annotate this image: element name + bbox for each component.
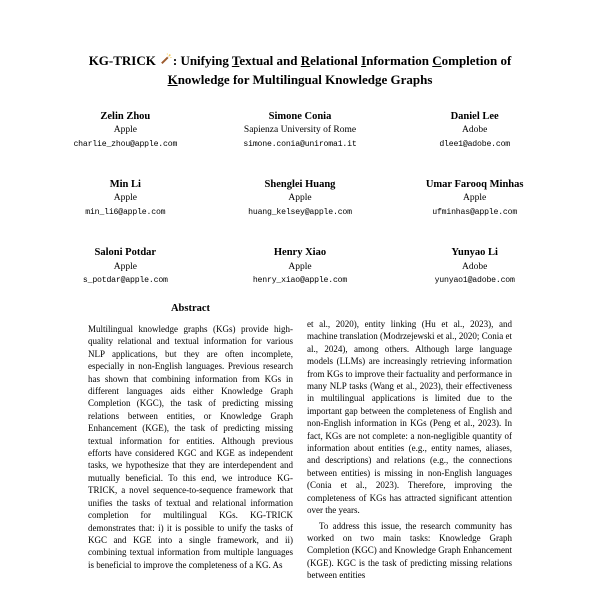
author-name: Shenglei Huang <box>264 178 336 190</box>
author-email: min_li6@apple.com <box>85 207 166 217</box>
author-name: Henry Xiao <box>273 246 327 258</box>
author-name: Umar Farooq Minhas <box>425 178 524 190</box>
intro-paragraph-1: et al., 2020), entity linking (Hu et al., 2023), and machine translation (Modrzejewski et al., 2020; Conia et al., 2024), among others. Although large language models (LLMs) are increasingly retrieving information from KGs to improve their factuality and performance in many NLP tasks (Wang et al., 2023), their effectiveness in multilingual applications is limited due to the important gap between the completeness of English and non-English information in KGs (Peng et al., 2023). In fact, KGs are not complete: a non-negligible quantity of information about entities (e.g., entity names, aliases, and descriptions) and relations (e.g., the connections between entities) is missing in non-English languages (Conia et al., 2023). Therefore, improving the completeness of KGs has attracted significant attention over the years. <box>307 319 512 516</box>
author-name: Simone Conia <box>268 110 332 122</box>
author-henry-xiao <box>213 246 388 287</box>
author-email: huang_kelsey@apple.com <box>248 207 352 217</box>
author-zelin-zhou <box>38 110 213 151</box>
author-block <box>38 110 562 287</box>
author-daniel-lee <box>387 110 562 151</box>
author-affiliation: Adobe <box>462 125 488 136</box>
author-name: Yunyao Li <box>451 246 498 258</box>
author-email: ufminhas@apple.com <box>432 207 518 217</box>
author-affiliation: Adobe <box>462 261 488 272</box>
author-umar-farooq-minhas <box>387 178 562 219</box>
author-affiliation: Apple <box>113 125 137 136</box>
intro-paragraph-2: To address this issue, the research community has worked on two main tasks: Knowledge Graph Completion (KGC) and Knowledge Graph Enhancement (KGE). KGC is the task of predicting missing relations between entities <box>307 520 512 581</box>
author-affiliation: Sapienza University of Rome <box>243 125 357 136</box>
author-affiliation: Apple <box>113 261 137 272</box>
two-column-body <box>88 303 512 582</box>
author-name: Zelin Zhou <box>100 110 151 122</box>
author-email: henry_xiao@apple.com <box>252 275 348 285</box>
author-saloni-potdar <box>38 246 213 287</box>
abstract-text: Multilingual knowledge graphs (KGs) provide high-quality relational and textual information for various NLP applications, but they are often incomplete, especially in non-English languages. Previous research has shown that combining information from KGs in different languages aids either Knowledge Graph Completion (KGC), the task of predicting missing relations between entities, or Knowledge Graph Enhancement (KGE), the task of predicting missing textual information for entities. Although previous efforts have considered KGC and KGE as independent tasks, we hypothesize that they are interdependent and mutually beneficial. To this end, we introduce KG-TRICK, a novel sequence-to-sequence framework that unifies the tasks of textual and relational information completion for multilingual KGs. KG-TRICK demonstrates that: i) it is possible to unify the tasks of KGC and KGE into a single framework, and ii) combining textual information from multiple languages is beneficial to improve the completeness of a KG. As <box>88 324 293 570</box>
abstract-heading: Abstract <box>170 303 211 315</box>
author-name: Min Li <box>109 178 141 190</box>
author-min-li <box>38 178 213 219</box>
author-simone-conia <box>213 110 388 151</box>
author-shenglei-huang <box>213 178 388 219</box>
right-column <box>307 303 512 582</box>
author-name: Daniel Lee <box>450 110 499 122</box>
author-yunyao-li <box>387 246 562 287</box>
author-affiliation: Apple <box>113 193 137 204</box>
author-email: yunyao1@adobe.com <box>434 275 515 285</box>
title-kg: KG-TRICK <box>88 53 156 68</box>
author-affiliation: Apple <box>288 193 312 204</box>
paper-title: KG-TRICK : Unifying Textual and Relational Information Completion of Knowledge for Multilingual Knowledge Graphs <box>88 53 512 87</box>
author-affiliation: Apple <box>288 261 312 272</box>
author-affiliation: Apple <box>463 193 487 204</box>
author-email: charlie_zhou@apple.com <box>73 139 178 149</box>
left-column <box>88 303 293 582</box>
author-email: dlee1@adobe.com <box>439 139 511 149</box>
author-email: simone.conia@uniroma1.it <box>243 139 357 149</box>
magic-wand-icon <box>159 53 172 66</box>
author-email: s_potdar@apple.com <box>82 275 168 285</box>
author-name: Saloni Potdar <box>94 246 157 258</box>
